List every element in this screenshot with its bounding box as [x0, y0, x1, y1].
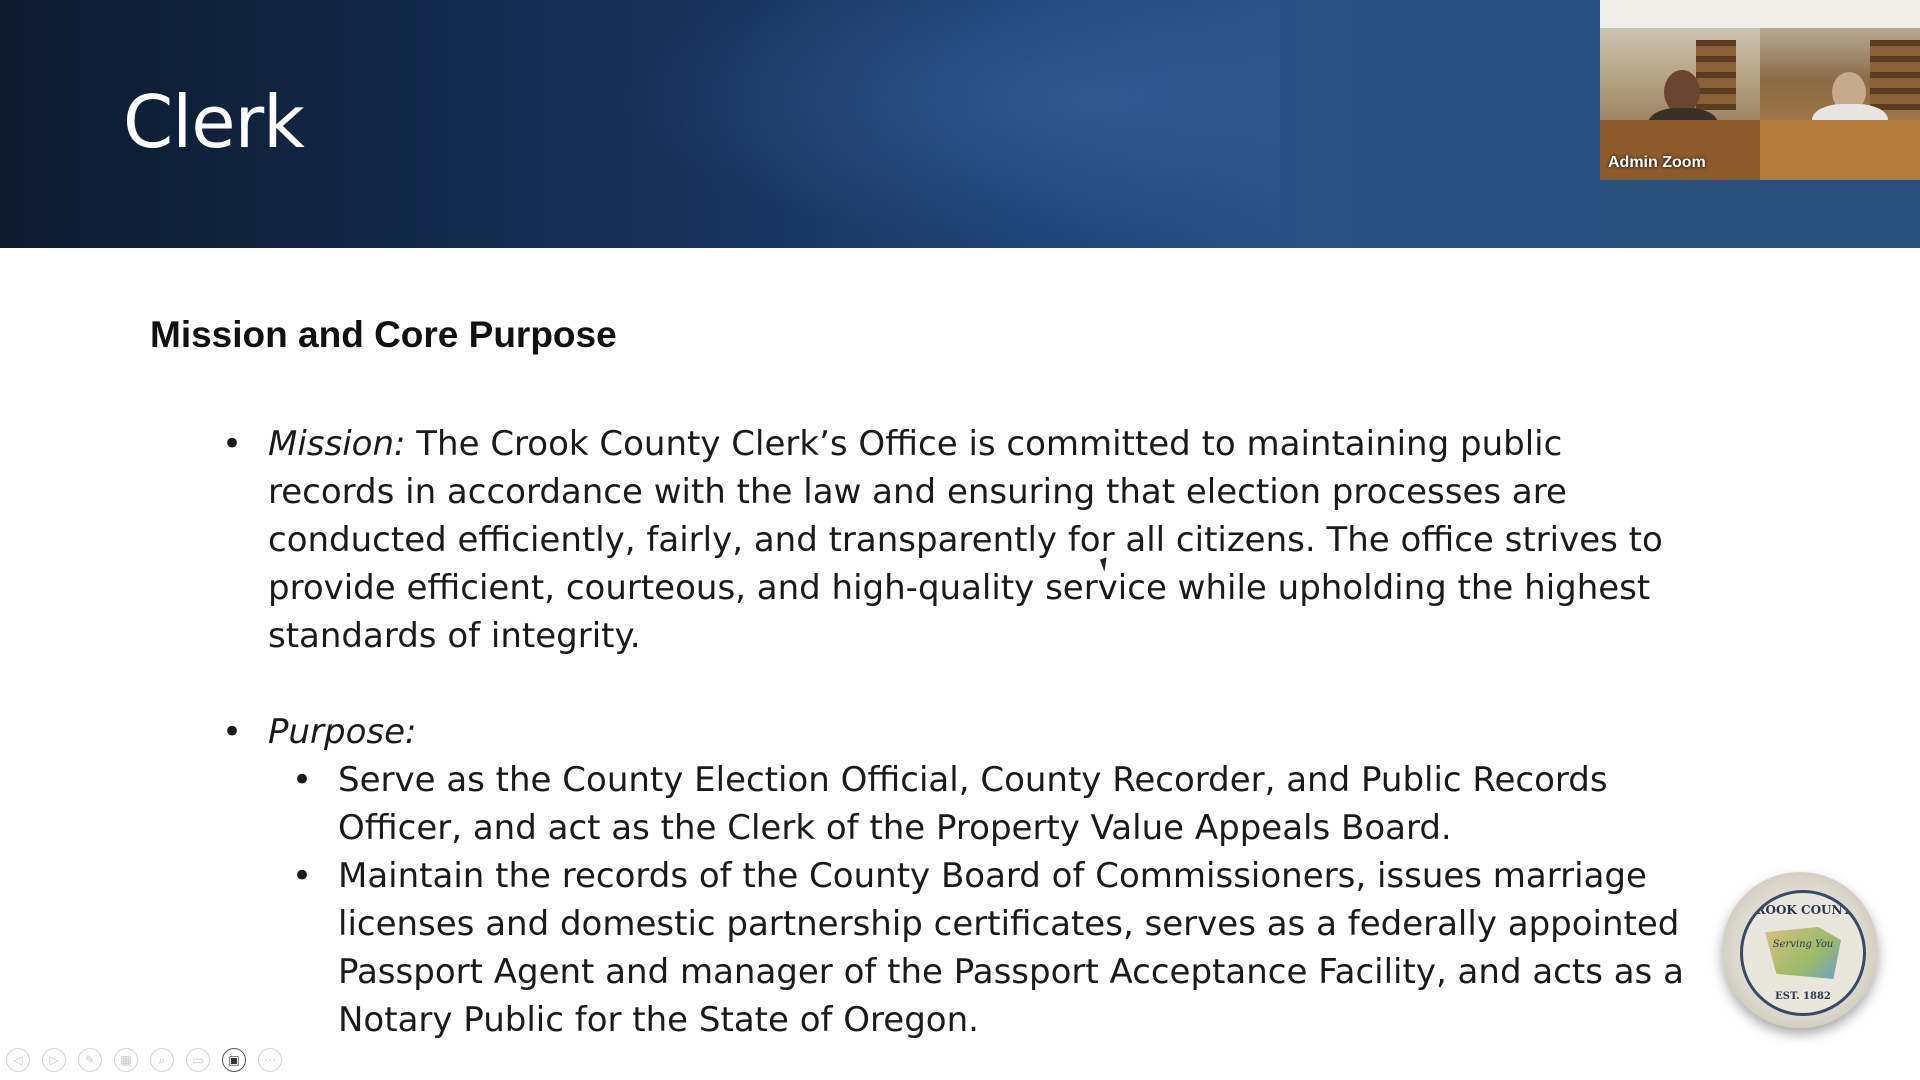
bookshelf: [1696, 40, 1736, 110]
previous-icon[interactable]: ◁: [6, 1048, 30, 1072]
next-icon[interactable]: ▷: [42, 1048, 66, 1072]
pen-icon[interactable]: ✎: [78, 1048, 102, 1072]
desk-right: [1760, 120, 1920, 180]
more-icon[interactable]: ⋯: [258, 1048, 282, 1072]
slide-title: Clerk: [123, 80, 304, 164]
purpose-item: • Maintain the records of the County Board of Commissioners, issues marriage licenses and domestic partnership certificates, serves as a federally appointed Passport Agent and manager of the Passport Acceptance Facility, and acts as a Notary Public for the State of Oregon.: [290, 852, 1698, 1044]
ceiling: [1600, 0, 1760, 28]
participant-label: Admin Zoom: [1608, 154, 1706, 171]
mission-text: The Crook County Clerk’s Office is committed to maintaining public records in accordance with the law and ensuring that election processes are conducted efficiently, fairly, and transparently for all citizens. The office strives to provide efficient, courteous, and high-quality service while upholding the highest standards of integrity.: [268, 424, 1663, 656]
purpose-label: Purpose:: [268, 712, 417, 752]
seal-bottom-text: EST. 1882: [1775, 991, 1831, 1002]
video-tile-right: [1760, 0, 1920, 180]
banner-glow: [620, 0, 1280, 248]
bullet-list: [218, 420, 1698, 1044]
county-map-icon: [1765, 927, 1841, 979]
camera-icon[interactable]: ▣: [222, 1048, 246, 1072]
section-heading: Mission and Core Purpose: [150, 314, 617, 355]
mission-bullet: [218, 420, 1698, 660]
presentation-controls: [6, 1048, 282, 1072]
mission-label: Mission:: [268, 424, 406, 464]
zoom-icon[interactable]: ⌕: [150, 1048, 174, 1072]
county-seal-logo: [1722, 872, 1878, 1028]
purpose-bullet: [218, 708, 1698, 756]
purpose-item: • Serve as the County Election Official, County Recorder, and Public Records Officer, and act as the Clerk of the Property Value Appeals Board.: [290, 756, 1698, 852]
subtitles-icon[interactable]: ▭: [186, 1048, 210, 1072]
participant-video[interactable]: [1600, 0, 1920, 180]
video-tile-left: [1600, 0, 1760, 180]
seal-top-text: CROOK COUNTY: [1746, 903, 1860, 917]
seal-motto: Serving You: [1772, 939, 1834, 950]
bookshelf: [1870, 40, 1920, 110]
ceiling: [1760, 0, 1920, 28]
seal-inner: [1740, 890, 1866, 1016]
slides-icon[interactable]: ▦: [114, 1048, 138, 1072]
